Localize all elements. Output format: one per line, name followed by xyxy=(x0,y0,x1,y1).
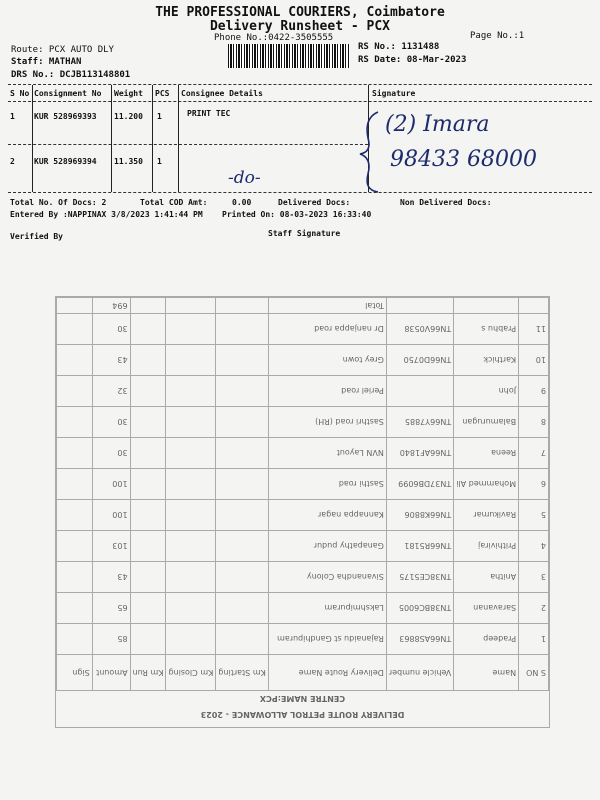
allowance-row xyxy=(57,314,549,345)
row2-consignment: KUR 528969394 xyxy=(34,157,97,166)
allowance-total-cell xyxy=(386,298,453,314)
allowance-km-start xyxy=(216,345,269,376)
allowance-route: Grey town xyxy=(268,345,386,376)
row1-weight: 11.200 xyxy=(114,112,143,121)
col-header-consignee: Consignee Details xyxy=(181,89,263,98)
allowance-total-label: Total xyxy=(268,298,386,314)
barcode-image xyxy=(228,44,350,68)
allowance-vehicle: TN66D0750 xyxy=(386,345,453,376)
allowance-km-start xyxy=(216,531,269,562)
petrol-allowance-form xyxy=(55,296,550,728)
allowance-km-close xyxy=(166,376,216,407)
allowance-row xyxy=(57,531,549,562)
allowance-amount: 65 xyxy=(92,593,130,624)
allowance-name: Reena xyxy=(454,438,519,469)
total-docs: Total No. Of Docs: 2 xyxy=(10,198,107,207)
allowance-amount: 100 xyxy=(92,500,130,531)
allowance-km-start xyxy=(216,376,269,407)
allowance-route: Kannappa nagar xyxy=(268,500,386,531)
allowance-row xyxy=(57,562,549,593)
allowance-amount: 30 xyxy=(92,438,130,469)
drs-number: DRS No.: DCJB113148801 xyxy=(11,70,131,80)
printed-on: Printed On: 08-03-2023 16:33:40 xyxy=(222,210,372,219)
allowance-km-run xyxy=(130,531,166,562)
allowance-row xyxy=(57,345,549,376)
allowance-vehicle xyxy=(386,376,453,407)
delivered-docs: Delivered Docs: xyxy=(278,198,351,207)
allowance-sno: 5 xyxy=(519,500,549,531)
allowance-km-start xyxy=(216,314,269,345)
allowance-row xyxy=(57,469,549,500)
row2-pcs: 1 xyxy=(157,157,162,166)
allowance-name: John xyxy=(454,376,519,407)
document-title: Delivery Runsheet - PCX xyxy=(209,19,390,34)
handwritten-ditto: -do- xyxy=(228,168,261,188)
allowance-sign xyxy=(57,593,93,624)
row2-sno: 2 xyxy=(10,157,15,166)
column-divider xyxy=(152,85,153,192)
row-divider xyxy=(8,144,368,145)
allowance-km-start xyxy=(216,562,269,593)
allowance-vehicle: TN66AF1840 xyxy=(386,438,453,469)
allowance-name: Anitha xyxy=(454,562,519,593)
allowance-route: Periel road xyxy=(268,376,386,407)
allowance-col-header: Sign xyxy=(57,655,93,691)
allowance-col-header: Amount xyxy=(92,655,130,691)
allowance-row xyxy=(57,376,549,407)
table-top-rule xyxy=(8,84,592,85)
row1-consignee: PRINT TEC xyxy=(187,109,231,118)
allowance-km-run xyxy=(130,438,166,469)
allowance-vehicle: TN66Y7885 xyxy=(386,407,453,438)
allowance-form-subtitle: CENTRE NAME:PCX xyxy=(259,694,346,703)
allowance-total-cell xyxy=(216,298,269,314)
row1-pcs: 1 xyxy=(157,112,162,121)
allowance-route: Dr nanjappa road xyxy=(268,314,386,345)
allowance-km-run xyxy=(130,562,166,593)
allowance-col-header: Vehicle number xyxy=(386,655,453,691)
allowance-total-cell xyxy=(519,298,549,314)
allowance-sno: 6 xyxy=(519,469,549,500)
allowance-amount: 32 xyxy=(92,376,130,407)
verified-by: Verified By xyxy=(10,232,63,241)
allowance-km-run xyxy=(130,314,166,345)
allowance-row xyxy=(57,500,549,531)
allowance-km-run xyxy=(130,376,166,407)
allowance-km-start xyxy=(216,407,269,438)
allowance-km-close xyxy=(166,438,216,469)
allowance-name: Prabhu s xyxy=(454,314,519,345)
allowance-row xyxy=(57,438,549,469)
allowance-sign xyxy=(57,314,93,345)
allowance-amount: 43 xyxy=(92,345,130,376)
allowance-km-start xyxy=(216,500,269,531)
col-header-weight: Weight xyxy=(114,89,143,98)
allowance-km-close xyxy=(166,469,216,500)
page-number: Page No.:1 xyxy=(470,31,525,41)
company-name: THE PROFESSIONAL COURIERS, Coimbatore xyxy=(155,5,445,20)
row2-weight: 11.350 xyxy=(114,157,143,166)
allowance-name: Balamurugan xyxy=(454,407,519,438)
allowance-vehicle: TN66R5181 xyxy=(386,531,453,562)
allowance-sign xyxy=(57,469,93,500)
allowance-route: Rajanaidu st Gandhipuram xyxy=(268,624,386,655)
allowance-col-header: Km Run xyxy=(130,655,166,691)
handwritten-signature-1: (2) Imara xyxy=(385,112,490,137)
allowance-amount: 85 xyxy=(92,624,130,655)
allowance-km-close xyxy=(166,500,216,531)
allowance-name: Karthick xyxy=(454,345,519,376)
allowance-amount: 30 xyxy=(92,314,130,345)
allowance-vehicle: TN37DB6099 xyxy=(386,469,453,500)
total-cod-amount: 0.00 xyxy=(232,198,252,207)
allowance-table xyxy=(56,297,549,691)
allowance-km-start xyxy=(216,624,269,655)
allowance-total-amount: 694 xyxy=(92,298,130,314)
allowance-sign xyxy=(57,345,93,376)
allowance-km-close xyxy=(166,562,216,593)
allowance-sno: 11 xyxy=(519,314,549,345)
allowance-col-header: Km Closing xyxy=(166,655,216,691)
allowance-km-run xyxy=(130,407,166,438)
phone-number: Phone No.:0422-3505555 xyxy=(214,33,334,43)
allowance-vehicle: TN66K8806 xyxy=(386,500,453,531)
allowance-km-run xyxy=(130,500,166,531)
allowance-row xyxy=(57,624,549,655)
allowance-sno: 8 xyxy=(519,407,549,438)
allowance-col-header: S NO xyxy=(519,655,549,691)
allowance-name: Pradeep xyxy=(454,624,519,655)
col-header-pcs: PCS xyxy=(155,89,170,98)
allowance-route: Sasthi road xyxy=(268,469,386,500)
rs-number: RS No.: 1131488 xyxy=(358,42,440,52)
allowance-total-cell xyxy=(57,298,93,314)
allowance-route: Ganapathy pudur xyxy=(268,531,386,562)
handwritten-signature-2: 98433 68000 xyxy=(390,147,537,172)
total-cod-label: Total COD Amt: xyxy=(140,198,208,207)
allowance-sno: 4 xyxy=(519,531,549,562)
col-header-sno: S No xyxy=(10,89,30,98)
allowance-route: Sivanandha Colony xyxy=(268,562,386,593)
allowance-km-start xyxy=(216,438,269,469)
allowance-col-header: Name xyxy=(454,655,519,691)
col-header-signature: Signature xyxy=(372,89,416,98)
allowance-route: Lakshmipuram xyxy=(268,593,386,624)
allowance-col-header: Km Starting xyxy=(216,655,269,691)
allowance-sno: 3 xyxy=(519,562,549,593)
allowance-sno: 7 xyxy=(519,438,549,469)
allowance-sno: 9 xyxy=(519,376,549,407)
allowance-km-close xyxy=(166,314,216,345)
allowance-sign xyxy=(57,500,93,531)
allowance-row xyxy=(57,407,549,438)
staff-signature: Staff Signature xyxy=(268,229,341,238)
column-divider xyxy=(32,85,33,192)
rs-date: RS Date: 08-Mar-2023 xyxy=(358,55,467,65)
allowance-amount: 100 xyxy=(92,469,130,500)
allowance-km-start xyxy=(216,593,269,624)
allowance-vehicle: TN38BC6005 xyxy=(386,593,453,624)
allowance-amount: 30 xyxy=(92,407,130,438)
allowance-header-row xyxy=(57,655,549,691)
allowance-vehicle: TN66AS8863 xyxy=(386,624,453,655)
entered-by: Entered By :NAPPINAX 3/8/2023 1:41:44 PM xyxy=(10,210,203,219)
allowance-vehicle: TN38CE5175 xyxy=(386,562,453,593)
allowance-sno: 10 xyxy=(519,345,549,376)
column-divider xyxy=(178,85,179,192)
row1-sno: 1 xyxy=(10,112,15,121)
staff-label: Staff: MATHAN xyxy=(11,57,82,67)
allowance-km-close xyxy=(166,407,216,438)
allowance-amount: 103 xyxy=(92,531,130,562)
allowance-name: Ravikumar xyxy=(454,500,519,531)
route-label: Route: PCX AUTO DLY xyxy=(11,45,114,55)
allowance-total-cell xyxy=(130,298,166,314)
allowance-total-cell xyxy=(166,298,216,314)
allowance-km-close xyxy=(166,345,216,376)
allowance-km-close xyxy=(166,593,216,624)
allowance-sno: 1 xyxy=(519,624,549,655)
allowance-total-row xyxy=(57,298,549,314)
allowance-sign xyxy=(57,407,93,438)
allowance-vehicle: TN66V0538 xyxy=(386,314,453,345)
allowance-sign xyxy=(57,624,93,655)
allowance-route: Sasthri road (RH) xyxy=(268,407,386,438)
allowance-col-header: Delivery Route Name xyxy=(268,655,386,691)
allowance-sno: 2 xyxy=(519,593,549,624)
allowance-km-close xyxy=(166,531,216,562)
allowance-row xyxy=(57,593,549,624)
allowance-sign xyxy=(57,531,93,562)
column-divider xyxy=(111,85,112,192)
allowance-km-close xyxy=(166,624,216,655)
allowance-name: Prithiviraj xyxy=(454,531,519,562)
non-delivered-docs: Non Delivered Docs: xyxy=(400,198,492,207)
table-header-rule xyxy=(8,101,592,102)
row1-consignment: KUR 528969393 xyxy=(34,112,97,121)
allowance-route: NVN Layout xyxy=(268,438,386,469)
allowance-km-run xyxy=(130,345,166,376)
allowance-form-title: DELIVERY ROUTE PETROL ALLOWANCE - 2023 xyxy=(200,710,405,719)
allowance-km-start xyxy=(216,469,269,500)
brace-mark xyxy=(356,108,386,194)
allowance-km-run xyxy=(130,593,166,624)
table-bottom-rule xyxy=(8,192,592,193)
allowance-sign xyxy=(57,438,93,469)
col-header-consignment: Consignment No xyxy=(34,89,102,98)
allowance-sign xyxy=(57,562,93,593)
allowance-km-run xyxy=(130,469,166,500)
allowance-total-cell xyxy=(454,298,519,314)
allowance-sign xyxy=(57,376,93,407)
allowance-name: Saravanan xyxy=(454,593,519,624)
allowance-name: Mohammed Ali xyxy=(454,469,519,500)
allowance-km-run xyxy=(130,624,166,655)
allowance-amount: 43 xyxy=(92,562,130,593)
